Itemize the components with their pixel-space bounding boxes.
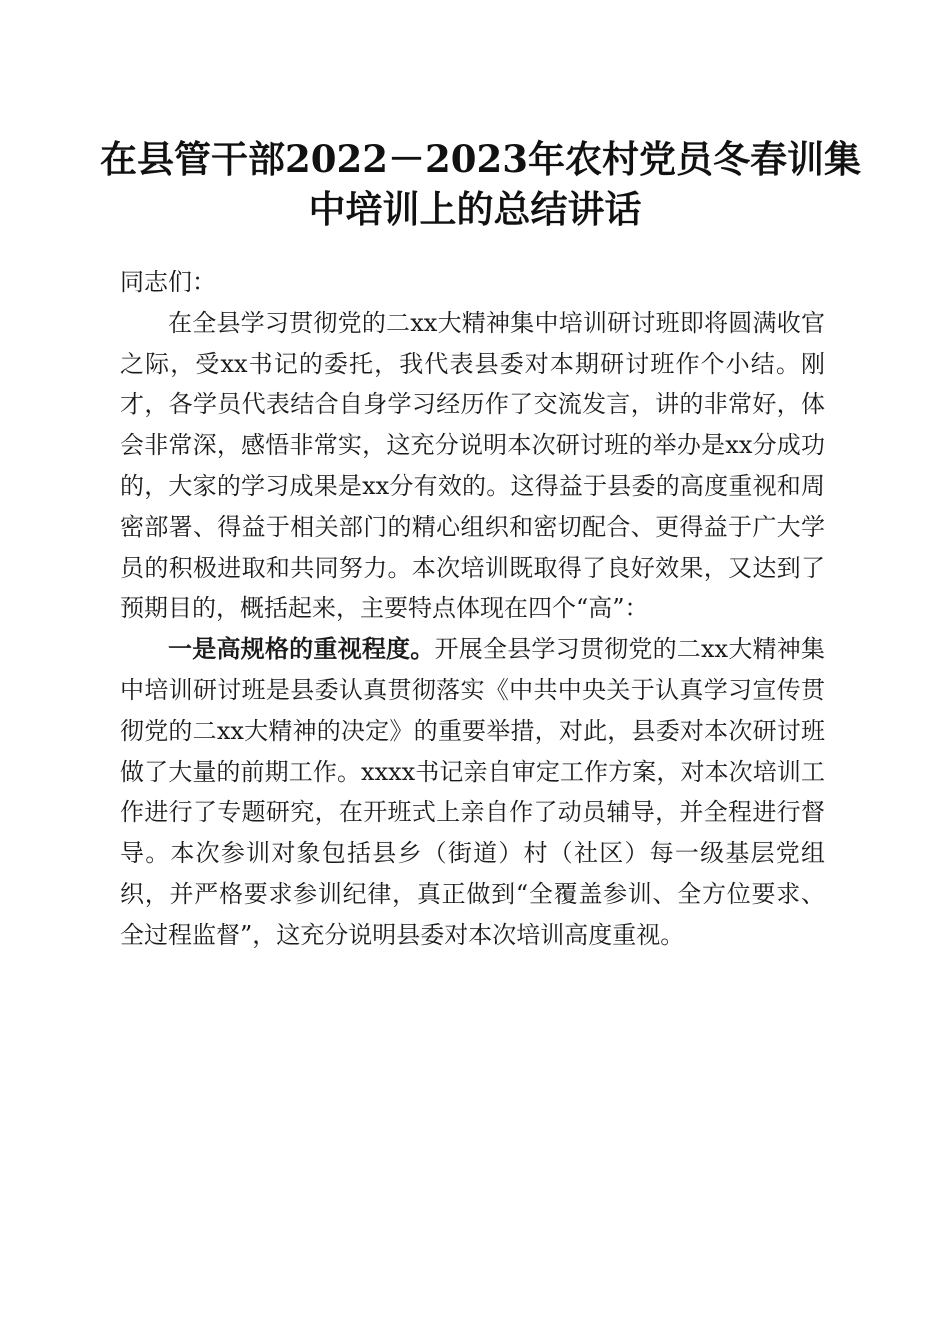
salutation: 同志们：: [120, 268, 216, 296]
title-line-1: 在县管干部2022－2023年农村党员冬春训集: [100, 137, 861, 181]
paragraph-intro: 在全县学习贯彻党的二xx大精神集中培训研讨班即将圆满收官之际，受xx书记的委托，我代表县委对本期研讨班作个小结。刚才，各学员代表结合自身学习经历作了交流发言，讲的非常好，体会非常深，感悟非常实，这充分说明本次研讨班的举办是xx分成功的，大家的学习成果是xx分有效的。这得益于县委的高度重视和周密部署、得益于相关部门的精心组织和密切配合、更得益于广大学员的积极进取和共同努力。本次培训既取得了良好效果，又达到了预期目的，概括起来，主要特点体现在四个“高”：: [120, 308, 825, 623]
paragraph-body-text: 开展全县学习贯彻党的二xx大精神集中培训研讨班是县委认真贯彻落实《中共中央关于认真学习宣传贯彻党的二xx大精神的决定》的重要举措，对此，县委对本次研讨班做了大量的前期工作。xxxx书记亲自审定工作方案，对本次培训工作进行了专题研究，在开班式上亲自作了动员辅导，并全程进行督导。本次参训对象包括县乡（街道）村（社区）每一级基层党组织，并严格要求参训纪律，真正做到“全覆盖参训、全方位要求、全过程监督”，这充分说明县委对本次培训高度重视。: [120, 635, 826, 949]
title-line-2: 中培训上的总结讲话: [308, 187, 642, 231]
document-body: [120, 262, 825, 956]
paragraph-high-standard: [120, 629, 825, 955]
document-title: [100, 134, 861, 234]
paragraph-lead-heading: 一是高规格的重视程度。: [168, 634, 435, 664]
